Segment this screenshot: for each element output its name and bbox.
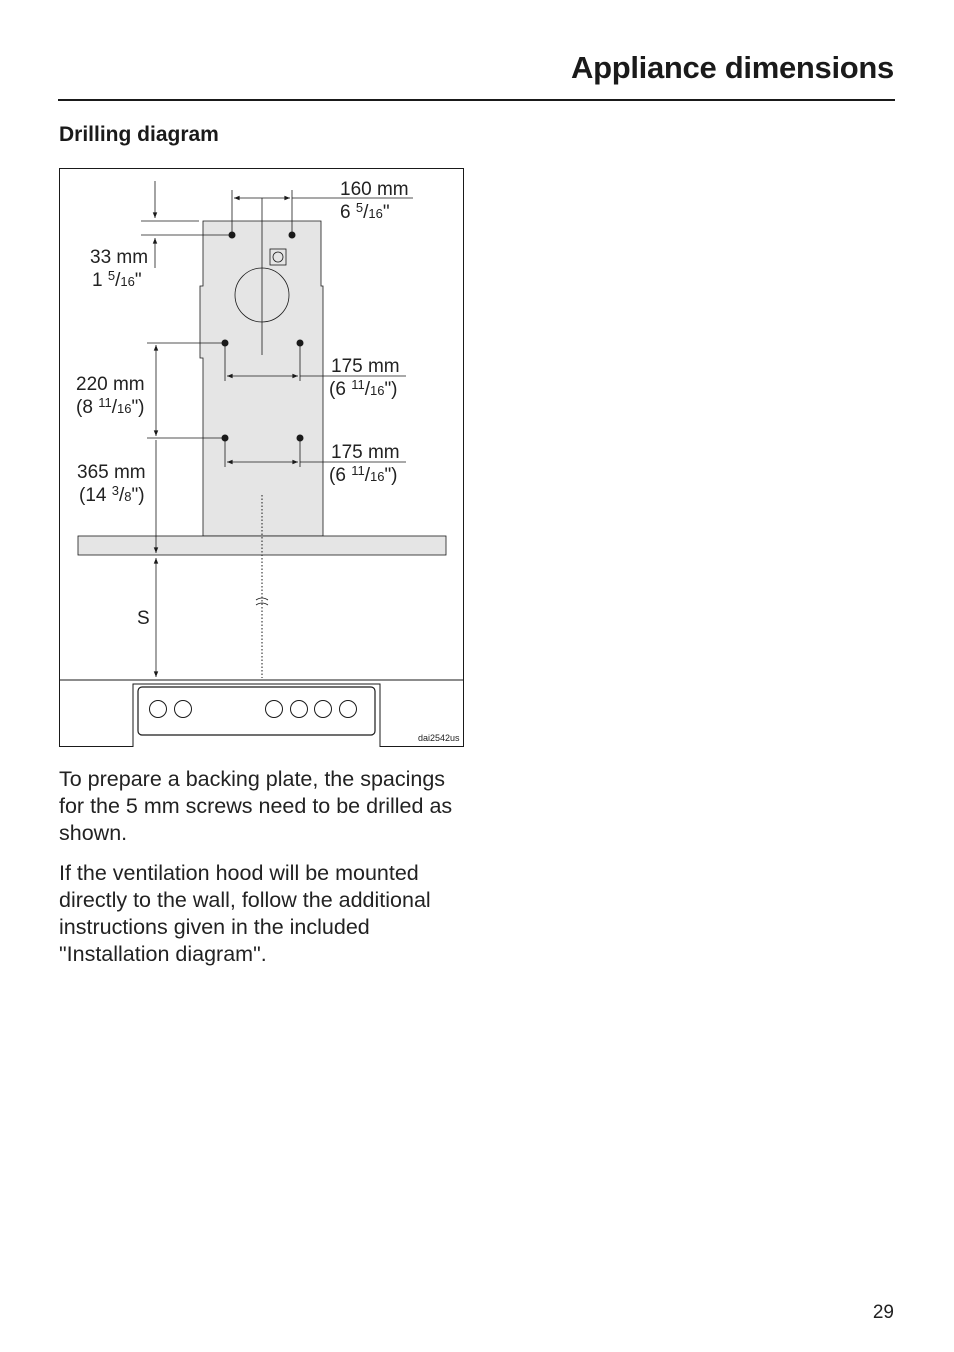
drill-hole xyxy=(297,340,304,347)
drill-hole xyxy=(229,232,236,239)
label-clearance: S xyxy=(137,608,150,629)
label-top-width-imperial: 6 $^5$/16" xyxy=(340,200,390,223)
drill-hole xyxy=(297,435,304,442)
label-top-offset-metric: 33 mm xyxy=(90,247,149,268)
title-divider xyxy=(58,99,895,101)
label-vertical-lower-metric: 365 mm xyxy=(77,462,146,483)
drilling-diagram xyxy=(59,168,464,747)
page-title: Appliance dimensions xyxy=(570,50,894,85)
label-vertical-upper-metric: 220 mm xyxy=(76,374,145,395)
label-vertical-upper-imperial: (8 $^{11}$/16") xyxy=(76,395,145,418)
paragraph-wall-mounting: If the ventilation hood will be mounted directly to the wall, follow the additional instructions given in the included "Installation diagram". xyxy=(59,861,431,966)
section-heading: Drilling diagram xyxy=(59,123,219,146)
label-top-offset-imperial: 1 $^5$/16" xyxy=(92,268,142,291)
label-upper-spacing-imperial: (6 $^{11}$/16") xyxy=(329,377,398,400)
drawing-code: dai2542us xyxy=(418,733,460,743)
label-vertical-lower-imperial: (14 $^3$/8") xyxy=(79,483,145,506)
label-lower-spacing-imperial: (6 $^{11}$/16") xyxy=(329,463,398,486)
label-top-width-metric: 160 mm xyxy=(340,179,409,200)
cooktop xyxy=(133,684,380,747)
drill-hole xyxy=(289,232,296,239)
paragraph-backing-plate: To prepare a backing plate, the spacings for the 5 mm screws need to be drilled as shown. xyxy=(59,767,453,845)
page-number: 29 xyxy=(872,1302,894,1323)
label-upper-spacing-metric: 175 mm xyxy=(331,356,400,377)
label-lower-spacing-metric: 175 mm xyxy=(331,442,400,463)
